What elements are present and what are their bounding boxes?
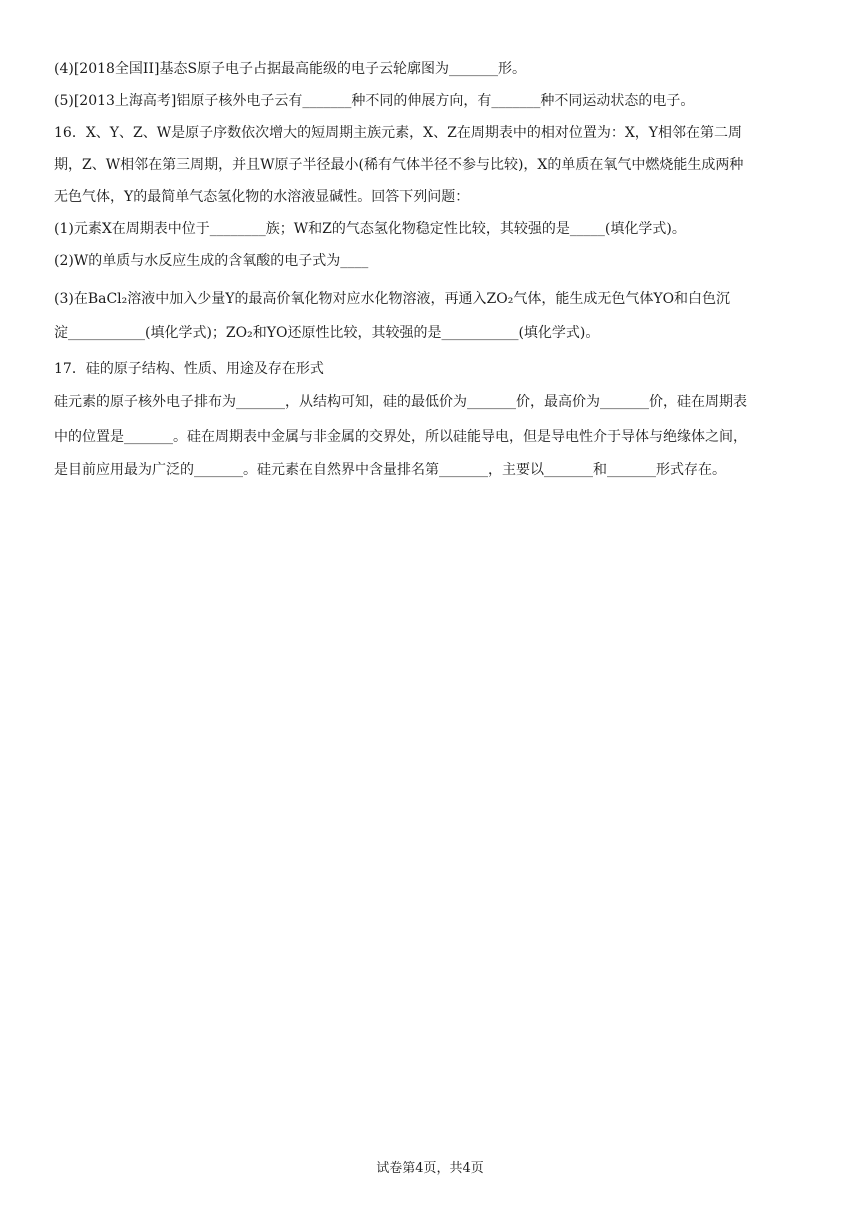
question-16-part-3-line-2: 淀___________(填化学式)；ZO₂和YO还原性比较，其较强的是___________(填化学式)。: [54, 325, 600, 341]
question-16-part-1: (1)元素X在周期表中位于________族；W和Z的气态氢化物稳定性比较，其较强的是_____(填化学式)。: [54, 221, 686, 237]
page-footer: 试卷第4页，共4页: [376, 1161, 484, 1176]
question-17-title: 17．硅的原子结构、性质、用途及存在形式: [54, 361, 324, 377]
question-16-stem-line-1: 16．X、Y、Z、W是原子序数依次增大的短周期主族元素，X、Z在周期表中的相对位置为：X，Y相邻在第二周: [54, 125, 743, 141]
question-15-part-5: (5)[2013上海高考]铝原子核外电子云有_______种不同的伸展方向，有_______种不同运动状态的电子。: [54, 93, 695, 109]
question-16-part-3-line-1: (3)在BaCl₂溶液中加入少量Y的最高价氧化物对应水化物溶液，再通入ZO₂气体，能生成无色气体YO和白色沉: [54, 291, 731, 307]
question-17-text-line-2: 中的位置是_______。硅在周期表中金属与非金属的交界处，所以硅能导电，但是导电性介于导体与绝缘体之间，: [54, 429, 747, 445]
question-17-text-line-3: 是目前应用最为广泛的_______。硅元素在自然界中含量排名第_______，主要以_______和_______形式存在。: [54, 462, 726, 478]
question-17-text-line-1: 硅元素的原子核外电子排布为_______，从结构可知，硅的最低价为_______价，最高价为_______价，硅在周期表: [54, 394, 747, 410]
question-16-stem-line-3: 无色气体，Y的最简单气态氢化物的水溶液显碱性。回答下列问题：: [54, 189, 470, 205]
question-16-stem-line-2: 期，Z、W相邻在第三周期，并且W原子半径最小(稀有气体半径不参与比较)，X的单质在氧气中燃烧能生成两种: [54, 157, 744, 173]
question-16-part-2: (2)W的单质与水反应生成的含氧酸的电子式为____: [54, 253, 369, 269]
question-15-part-4: (4)[2018全国II]基态S原子电子占据最高能级的电子云轮廓图为_______形。: [54, 61, 527, 77]
